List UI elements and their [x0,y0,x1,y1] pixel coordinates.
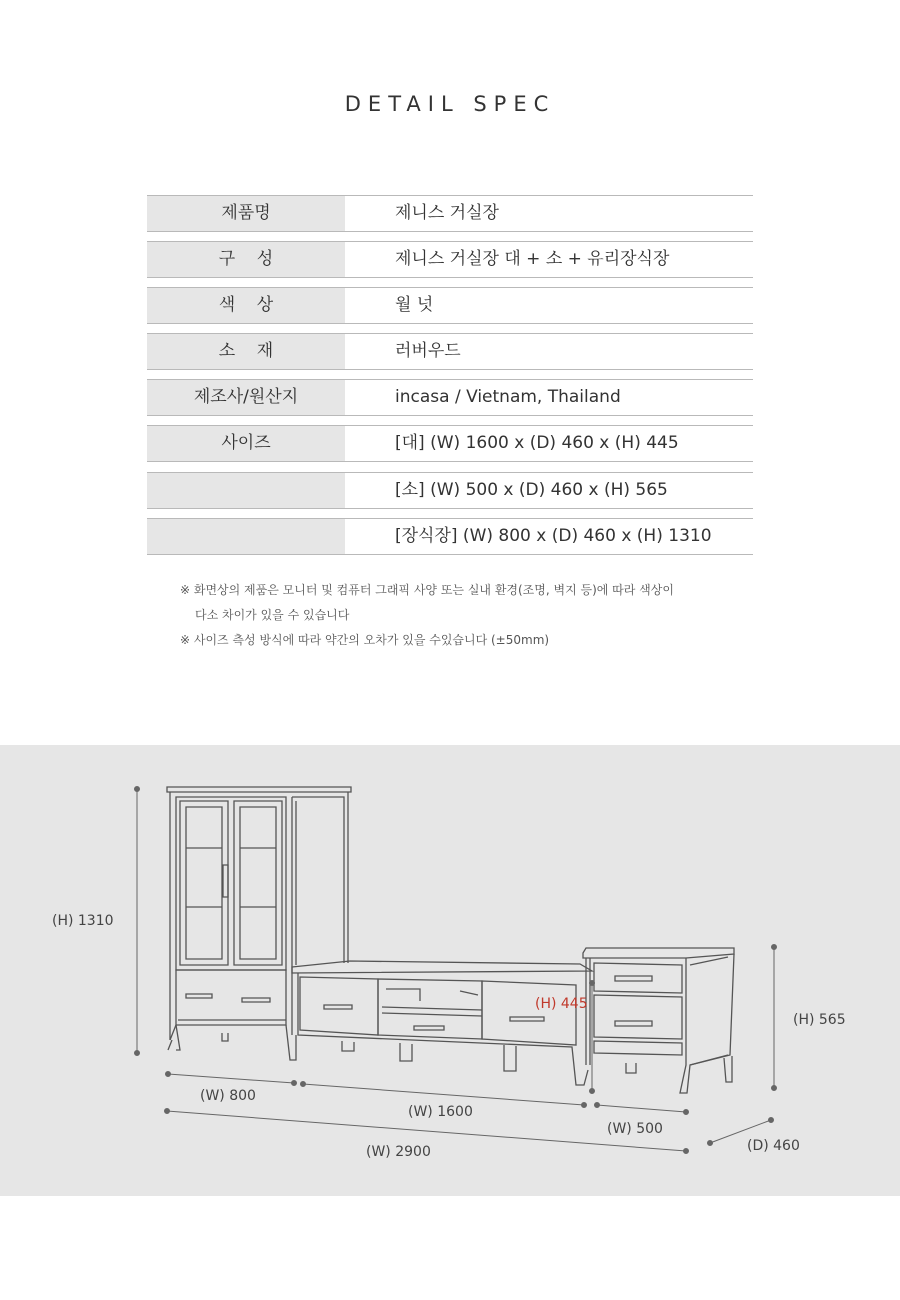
page-title: DETAIL SPEC [344,92,556,116]
spec-value: [소] (W) 500 x (D) 460 x (H) 565 [395,480,668,500]
tv-stand-drawing [292,961,592,1085]
spec-label [147,519,345,554]
spec-value: 러버우드 [395,341,461,361]
small-cabinet-drawing [583,948,734,1093]
dim-label-height-small-cabinet: (H) 565 [793,1012,846,1028]
dim-label-height-cabinet: (H) 1310 [52,913,114,929]
note-line: ※ 화면상의 제품은 모니터 및 컴퓨터 그래픽 사양 또는 실내 환경(조명, 벽지 등)에 따라 색상이 [180,583,674,597]
dim-label-height-tv-stand: (H) 445 [535,996,588,1012]
spec-label [147,473,345,508]
dim-label-width-cabinet: (W) 800 [200,1088,256,1104]
spec-row-manufacturer [147,379,753,416]
note-line: 다소 차이가 있을 수 있습니다 [195,608,350,622]
spec-value: [대] (W) 1600 x (D) 460 x (H) 445 [395,433,679,453]
dim-label-depth: (D) 460 [747,1138,800,1154]
spec-label: 색 상 [147,288,345,323]
dim-label-width-total: (W) 2900 [366,1144,431,1160]
spec-label: 사이즈 [147,426,345,461]
spec-label: 제조사/원산지 [147,380,345,415]
spec-row-material [147,333,753,370]
dimension-diagram [0,745,900,1196]
glass-cabinet-drawing [167,787,351,1060]
furniture-drawing [0,745,900,1196]
dim-label-width-tv-stand: (W) 1600 [408,1104,473,1120]
spec-row-product-name [147,195,753,232]
spec-value: 제니스 거실장 대 + 소 + 유리장식장 [395,249,670,269]
note-line: ※ 사이즈 측성 방식에 따라 약간의 오차가 있을 수있습니다 (±50mm) [180,633,550,647]
spec-value: 월 넛 [395,295,434,315]
spec-row-size-small [147,472,753,509]
dim-label-width-small-cabinet: (W) 500 [607,1121,663,1137]
spec-row-size-cabinet [147,518,753,555]
spec-label: 구 성 [147,242,345,277]
spec-value: incasa / Vietnam, Thailand [395,387,621,407]
spec-value: [장식장] (W) 800 x (D) 460 x (H) 1310 [395,526,712,546]
spec-row-color [147,287,753,324]
spec-label: 소 재 [147,334,345,369]
spec-label: 제품명 [147,196,345,231]
spec-row-size-large [147,425,753,462]
spec-value: 제니스 거실장 [395,203,499,223]
spec-row-composition [147,241,753,278]
